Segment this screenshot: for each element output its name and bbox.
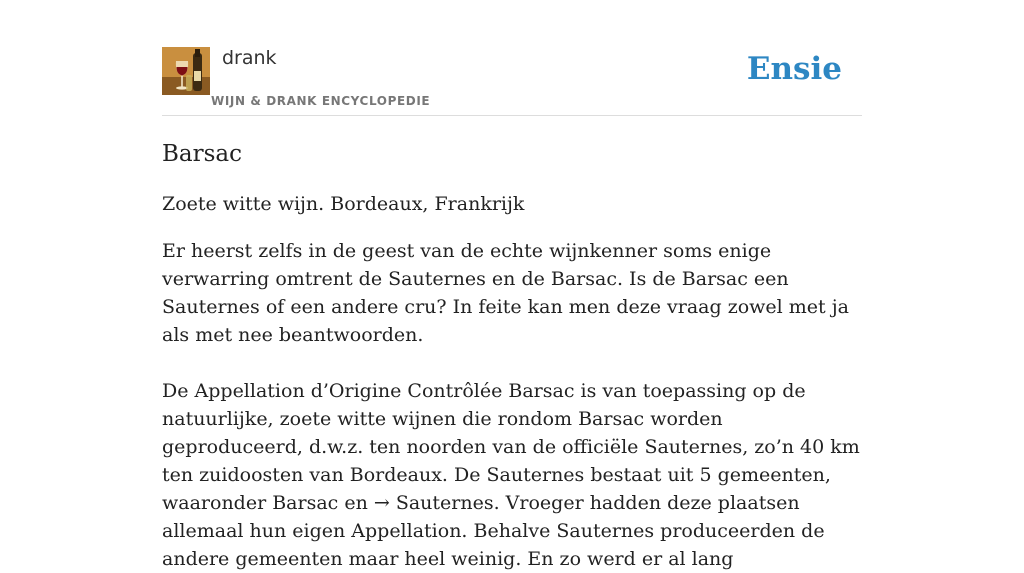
article-paragraph — [162, 377, 862, 573]
wine-glass-bottle-illustration — [162, 47, 210, 95]
article-title: Barsac — [162, 141, 243, 167]
brand-logo[interactable]: Ensie — [746, 51, 842, 87]
site-name[interactable]: drank — [222, 47, 277, 69]
paragraph-text: . Vroeger hadden deze plaatsen allemaal hun eigen Appellation. Behalve Sauternes produceerden de andere gemeenten maar heel weinig. En zo werd er al lang — [162, 492, 825, 570]
wine-glass-bottle-icon[interactable] — [162, 47, 210, 95]
site-subtitle: WIJN & DRANK ENCYCLOPEDIE — [211, 94, 431, 108]
article-content — [162, 140, 862, 573]
site-header — [162, 44, 862, 116]
article-subtitle: Zoete witte wijn. Bordeaux, Frankrijk — [162, 193, 525, 215]
sauternes-link[interactable]: → Sauternes — [373, 492, 494, 514]
paragraph-text: De Appellation d’Origine Contrôlée Barsac is van toepassing op de natuurlijke, zoete witte wijnen die rondom Barsac worden geproduceerd, d.w.z. ten noorden van de officiële Sauternes, zo’n 40 km ten zuidoosten van Bordeaux. De Sauternes bestaat uit 5 gemeenten, waaronder Barsac en — [162, 380, 860, 514]
article-paragraph: Er heerst zelfs in de geest van de echte wijnkenner soms enige verwarring omtrent de Sauternes en de Barsac. Is de Barsac een Sauternes of een andere cru? In feite kan men deze vraag zowel met ja als met nee beantwoorden. — [162, 240, 849, 346]
